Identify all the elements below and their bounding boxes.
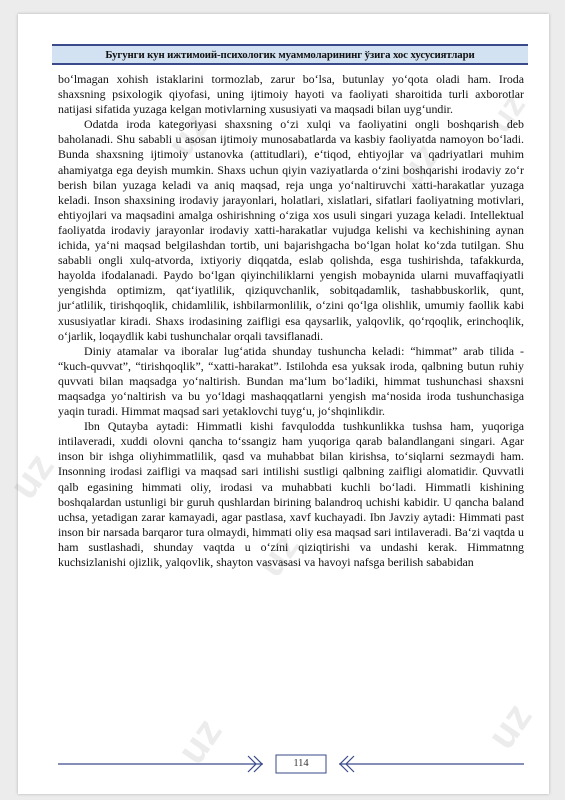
document-page bbox=[1, 14, 549, 794]
watermark: uz bbox=[1, 445, 63, 508]
paragraph: bo‘lmagan xohish istaklarini tormozlab, zarur bo‘lsa, butunlay yo‘qota oladi ham. Iroda shaxsning psixologik qiyofasi, uning ijtimoiy hayoti va faoliyati sharoitida turli axborotlar natijasi sifatida yuzaga kelgan motivlarning xususiyati va maqsadi bilan uyg‘undir. bbox=[58, 72, 524, 117]
paragraph: Ibn Qutayba aytadi: Himmatli kishi favqulodda tushkunlikka tushsa ham, yuqoriga intilaveradi, xuddi olovni qancha to‘ssangiz ham yuqoriga qarab balandlangani singari. Agar inson bir ishga oliyhimmatlilik, qasd va muhabbat bilan kirishsa, to‘siqlarni sezmaydi ham. Insonning irodasi zaifligi va maqsad sari intilishi sustligi qalbning zaifligi alomatidir. Quvvatli qalb egasining himmati oliy, irodasi va muhabbati kuchli bo‘ladi. Himmatli kishining boshqalardan ustunligi bir guruh qushlardan birining balandroq uchishi kabidir. U qancha baland uchsa, yetadigan zarar kamayadi, agar pastlasa, xavf kuchayadi. Ibn Javziy aytadi: Himmati past inson bir narsada barqaror tura olmaydi, himmati oliy esa maqsad sari intilaveradi. Ba‘zi vaqtda u ham sustlashadi, shunday vaqtda u o‘zini qiziqtirishi va undashi kerak. Himmatnng kuchsizlanishi ojizlik, yalqovlik, shayton vasvasasi va havoyi nafsga berilish sababidan bbox=[58, 419, 524, 569]
page-footer bbox=[58, 752, 524, 776]
paragraph: Odatda iroda kategoriyasi shaxsning o‘zi xulqi va faoliyatini ongli boshqarish deb baholanadi. Shu sababli u asosan ijtimoiy munosabatlarda va kasbiy faoliyatda namoyon bo‘ladi. Bunda shaxsning ijtimoiy ustanovka (attitudlari), e‘tiqod, ehtiyojlar va qadriyatlari muhim ahamiyatga ega deyish mumkin. Shaxs uchun qiyin vaziyatlarda o‘zini boshqarishi irodaviy zo‘r berish bilan yuzaga keladi va aniq maqsad, reja unga yo‘naltiruvchi xatti-harakatlar yuzaga keladi. Inson shaxsining irodaviy jarayonlari, holatlari, xislatlari, sifatlari faoliyatning motivlari, ehtiyojlari va maqsadini amalga oshirishning o‘ziga xos usuli singari yuzaga keladi. Intellektual faoliyatda irodaviy jarayonlar irodaviy xatti-harakatlar vujudga kelishi va kechishining aynan ichida, ya‘ni maqsad belgilashdan tortib, uni bajarishgacha bo‘lgan holat ko‘zda tutilgan. Shu sababli ongli xulq-atvorda, ixtiyoriy diqqatda, eslab qolishda, esga tushirishda, tafakkurda, hayolda ifodalanadi. Paydo bo‘lgan qiyinchiliklarni yengish mobaynida ularni muvaffaqiyatli yengishda optimizm, qat‘iyatlilik, qiziquvchanlik, sobitqadamlik, tashabbuskorlik, qunt, jur‘atlilik, tirishqoqlik, chidamlilik, ishbilarmonlilik, o‘zini qo‘lga olishlik, umumiy faollik kabi xususiyatlar kiradi. Shaxs irodasining zaifligi esa qaysarlik, yalqovlik, qo‘rqoqlik, erinchoqlik, o‘jarlik, loqaydlik kabi tushunchalar orqali tavsiflanadi. bbox=[58, 117, 524, 343]
watermark: uz bbox=[479, 695, 541, 758]
running-header-title: Бугунги кун ижтимоий-психологик муаммоларининг ўзига хос хусусиятлари bbox=[105, 48, 475, 61]
watermark: uz bbox=[480, 86, 533, 140]
watermark: uz bbox=[389, 135, 449, 195]
body-text bbox=[58, 72, 524, 570]
running-header bbox=[52, 44, 528, 65]
paragraph: Diniy atamalar va iboralar lug‘atida shunday tushuncha keladi: “himmat” arab tilida - “kuch-quvvat”, “tirishqoqlik”, “xatti-harakat”. Istilohda esa yuksak iroda, qalbning butun ruhiy quvvati bilan maqsadga yo‘naltirish. Bundan ma‘lum bo‘ladiki, himmat tushunchasi shaxsni maqsadga yo‘naltirish va bu yo‘ldagi mashaqqatlarni yengish ma‘nosida iroda tushunchasiga yaqin turadi. Himmat maqsad sari yetaklovchi tuyg‘u, jo‘shqinlikdir. bbox=[58, 343, 524, 419]
watermark: uz bbox=[249, 525, 309, 585]
watermark: uz bbox=[159, 105, 219, 165]
watermark: uz bbox=[169, 710, 231, 773]
page-number: 114 bbox=[293, 758, 309, 769]
